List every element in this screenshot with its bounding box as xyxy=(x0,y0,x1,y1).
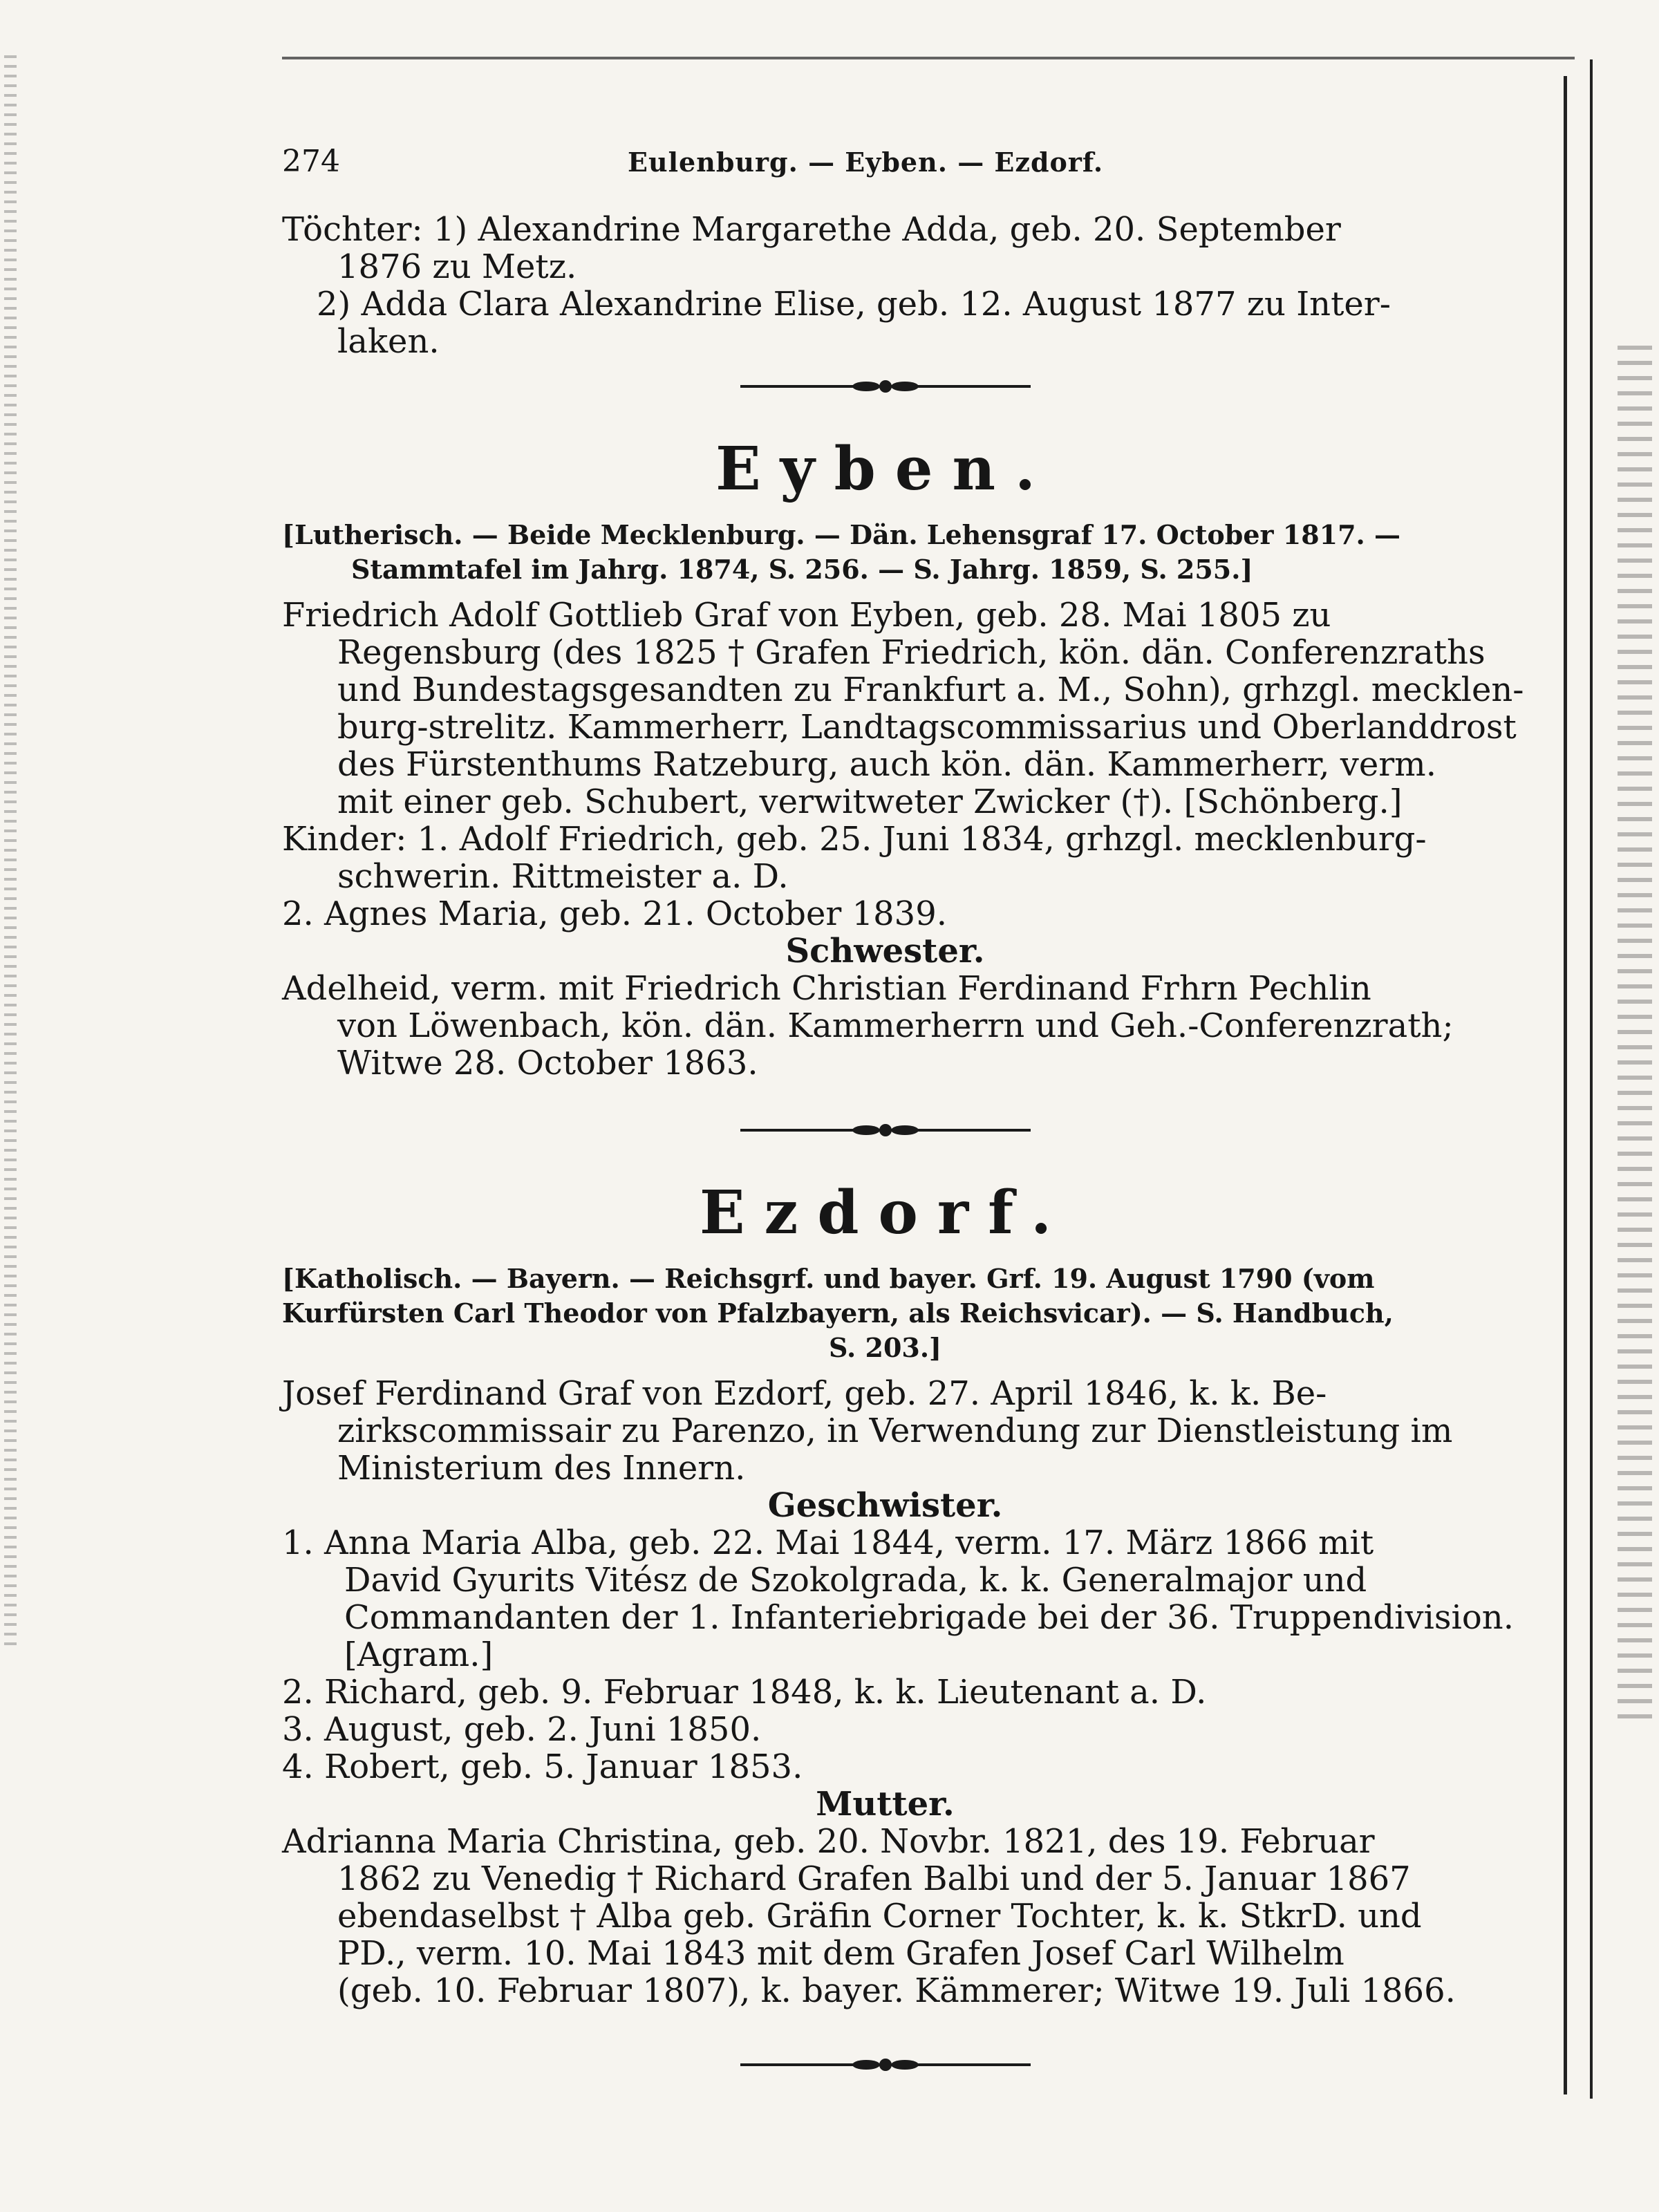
section-divider xyxy=(282,1116,1488,1144)
page-header xyxy=(282,144,1284,185)
text-line: Friedrich Adolf Gottlieb Graf von Eyben, geb. 28. Mai 1805 zu xyxy=(282,596,1331,635)
subheading-schwester: Schwester. xyxy=(785,932,985,971)
binding-line-2 xyxy=(1590,59,1593,2099)
text-line: Töchter: 1) Alexandrine Margarethe Adda, geb. 20. September xyxy=(282,210,1341,249)
text-line: 4. Robert, geb. 5. Januar 1853. xyxy=(282,1747,803,1786)
text-line: 2) Adda Clara Alexandrine Elise, geb. 12. August 1877 zu Inter- xyxy=(317,285,1391,324)
text-line: 1862 zu Venedig † Richard Grafen Balbi und der 5. Januar 1867 xyxy=(337,1859,1411,1898)
ezdorf-main-entry xyxy=(282,1375,1488,1487)
text-line: [Agram.] xyxy=(344,1635,494,1674)
page-content xyxy=(282,210,1524,2079)
text-line: Adelheid, verm. mit Friedrich Christian Ferdinand Frhrn Pechlin xyxy=(282,969,1371,1008)
text-line: burg-strelitz. Kammerherr, Landtagscommissarius und Oberlanddrost xyxy=(337,708,1517,747)
eyben-children xyxy=(282,821,1488,932)
meta-line: Kurfürsten Carl Theodor von Pfalzbayern, als Reichsvicar). — S. Handbuch, xyxy=(282,1297,1394,1329)
text-line: schwerin. Rittmeister a. D. xyxy=(337,857,789,896)
meta-line: S. 203.] xyxy=(828,1332,942,1363)
running-title: Eulenburg. — Eyben. — Ezdorf. xyxy=(628,147,1104,178)
text-line: 3. August, geb. 2. Juni 1850. xyxy=(282,1710,762,1749)
eyben-main-entry xyxy=(282,596,1524,821)
subheading-mutter: Mutter. xyxy=(816,1785,955,1824)
text-line: des Fürstenthums Ratzeburg, auch kön. dän. Kammerherr, verm. xyxy=(337,745,1436,784)
text-line: (geb. 10. Februar 1807), k. bayer. Kämmerer; Witwe 19. Juli 1866. xyxy=(337,1971,1456,2010)
text-line: laken. xyxy=(337,322,440,361)
text-line: Witwe 28. October 1863. xyxy=(337,1044,758,1082)
text-line: mit einer geb. Schubert, verwitweter Zwicker (†). [Schönberg.] xyxy=(337,782,1403,821)
text-line: Adrianna Maria Christina, geb. 20. Novbr. 1821, des 19. Februar xyxy=(282,1822,1375,1861)
page-edge-left xyxy=(4,55,17,1645)
text-line: 2. Richard, geb. 9. Februar 1848, k. k. Lieutenant a. D. xyxy=(282,1673,1207,1712)
meta-line: [Lutherisch. — Beide Mecklenburg. — Dän. Lehensgraf 17. October 1817. — xyxy=(282,519,1400,550)
meta-line: [Katholisch. — Bayern. — Reichsgrf. und bayer. Grf. 19. August 1790 (vom xyxy=(282,1263,1375,1294)
section-title-ezdorf: Ezdorf. xyxy=(699,1178,1071,1248)
text-line: Josef Ferdinand Graf von Ezdorf, geb. 27. April 1846, k. k. Be- xyxy=(282,1374,1327,1413)
text-line: 1876 zu Metz. xyxy=(337,247,577,286)
text-line: von Löwenbach, kön. dän. Kammerherrn und Geh.-Conferenzrath; xyxy=(337,1006,1454,1045)
adjacent-page-edge xyxy=(1618,346,1652,1728)
section-divider xyxy=(282,2051,1488,2079)
text-line: Kinder: 1. Adolf Friedrich, geb. 25. Juni 1834, grhzgl. mecklenburg- xyxy=(282,820,1427,859)
binding-line-1 xyxy=(1564,76,1567,2094)
text-line: Ministerium des Innern. xyxy=(337,1449,746,1488)
ezdorf-siblings xyxy=(282,1524,1514,1786)
text-line: ebendaselbst † Alba geb. Gräfin Corner Tochter, k. k. StkrD. und xyxy=(337,1897,1422,1936)
text-line: Commandanten der 1. Infanteriebrigade bei der 36. Truppendivision. xyxy=(344,1598,1514,1637)
text-line: und Bundestagsgesandten zu Frankfurt a. M., Sohn), grhzgl. mecklen- xyxy=(337,671,1524,709)
section-title-eyben: Eyben. xyxy=(715,434,1055,504)
text-line: zirkscommissair zu Parenzo, in Verwendung zur Dienstleistung im xyxy=(337,1412,1453,1450)
eyben-sister xyxy=(282,970,1488,1082)
meta-line: Stammtafel im Jahrg. 1874, S. 256. — S. Jahrg. 1859, S. 255.] xyxy=(351,554,1253,585)
text-line: Regensburg (des 1825 † Grafen Friedrich, kön. dän. Conferenzraths xyxy=(337,633,1485,672)
text-line: PD., verm. 10. Mai 1843 mit dem Grafen Josef Carl Wilhelm xyxy=(337,1934,1344,1973)
top-rule xyxy=(282,57,1575,59)
section-divider xyxy=(282,373,1488,400)
text-line: 2. Agnes Maria, geb. 21. October 1839. xyxy=(282,894,947,933)
text-line: 1. Anna Maria Alba, geb. 22. Mai 1844, verm. 17. März 1866 mit xyxy=(282,1524,1374,1562)
page-number: 274 xyxy=(282,144,340,179)
subheading-geschwister: Geschwister. xyxy=(767,1486,1003,1525)
text-line: David Gyurits Vitész de Szokolgrada, k. k. Generalmajor und xyxy=(344,1561,1367,1600)
ezdorf-mother xyxy=(282,1823,1488,2009)
